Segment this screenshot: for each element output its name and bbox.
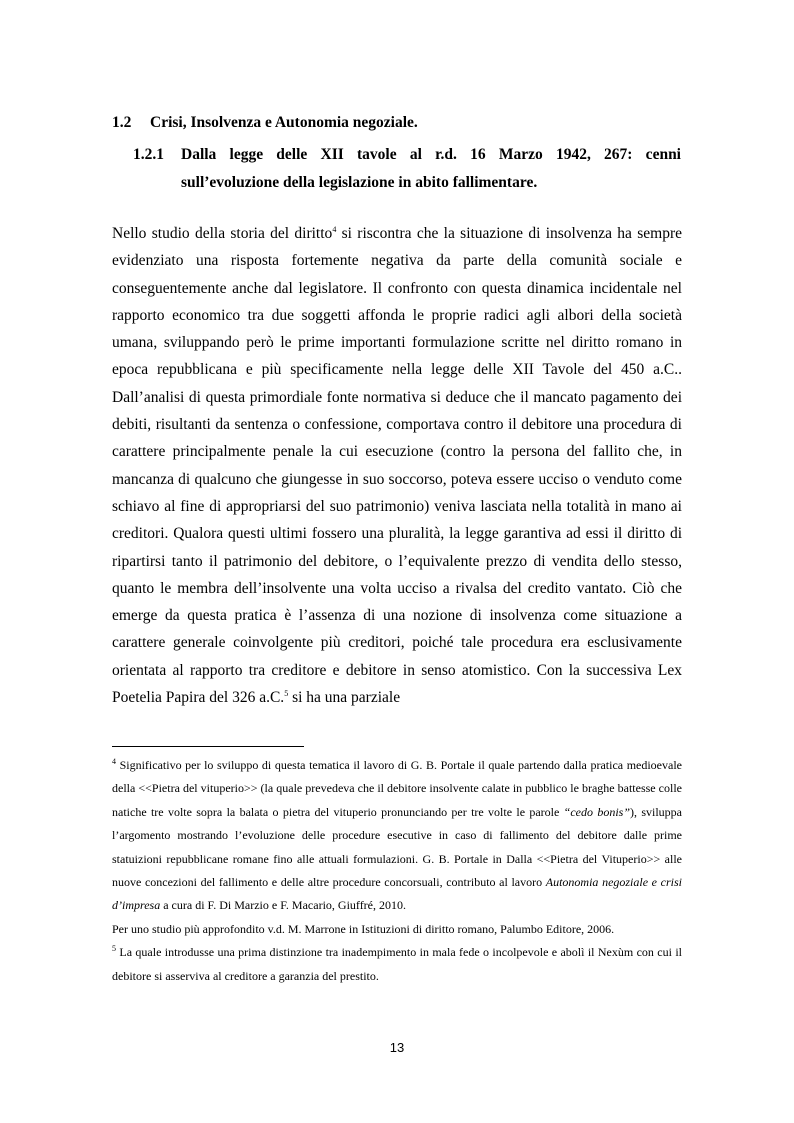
body-text: [112, 220, 682, 711]
footnote-4: [112, 754, 682, 918]
page-number: 13: [389, 1040, 405, 1055]
subsection-title-line1: Dalla legge delle XII tavole al r.d. 16 Marzo 1942, 267: cenni: [181, 146, 681, 163]
section-heading: [112, 114, 418, 132]
footnote-4-italic-title: Autonomia negoziale e crisi d’impresa: [112, 875, 682, 913]
body-paragraph: [112, 220, 682, 711]
footnote-mark-5: 5: [112, 944, 116, 954]
subsection-title-line2: sull’evoluzione della legislazione in abito fallimentare.: [181, 174, 538, 191]
footnote-5: [112, 941, 682, 988]
footnote-5-text: La quale introdusse una prima distinzione tra inadempimento in mala fede o incolpevole e abolì il Nexùm con cui il debitore si asserviva al creditore a garanzia del prestito.: [112, 945, 682, 983]
subsection-number: 1.2.1: [133, 146, 164, 163]
body-text-part2: si riscontra che la situazione di insolvenza ha sempre evidenziato una risposta fortemente negativa da parte della comunità sociale e conseguentemente anche dal legislatore. Il confronto con questa dinamica incidentale nel rapporto economico tra due soggetti affonda le proprie radici agli albori della società umana, sviluppando però le prime importanti formulazione scritte nel diritto romano in epoca repubblicana e più specificamente nella legge delle XII Tavole del 450 a.C.. Dall’analisi di questa primordiale fonte normativa si deduce che il mancato pagamento dei debiti, risultanti da sentenza o confessione, comportava contro il debitore una procedura di carattere principalmente penale la cui esecuzione (contro la persona del fallito che, in mancanza di qualcuno che giungesse in suo soccorso, poteva essere ucciso o venduto come schiavo al fine di appropriarsi del suo patrimonio) veniva lasciata nella totalità in mano ai creditori. Qualora questi ultimi fossero una pluralità, la legge garantiva ad essi il diritto di ripartirsi tanto il patrimonio del debitore, o l’equivalente prezzo di vendita dello stesso, quanto le membra dell’insolvente una volta ucciso a rivalsa del credito vantato. Ciò che emerge da questa pratica è l’assenza di una nozione di insolvenza come situazione a carattere generale coinvolgente più creditori, poiché tale procedura era esclusivamente orientata al rapporto tra creditore e debitore in senso atomistico. Con la successiva Lex Poetelia Papira del 326 a.C.: [112, 225, 682, 707]
footnote-4-part2: ), sviluppa l’argomento mostrando l’evoluzione delle procedure esecutive in caso di fallimento del debitore dalle prime statuizioni repubblicane romane fino alle attuali formulazioni. G. B. Portale in Dalla <<Pietra del Vituperio>> alle nuove concezioni del fallimento e delle altre procedure concorsuali, contributo al lavoro: [112, 804, 682, 890]
footnote-ref-4: 4: [332, 224, 337, 234]
footnote-4-part3: a cura di F. Di Marzio e F. Macario, Giuffré, 2010.: [160, 898, 407, 913]
body-text-part1: Nello studio della storia del diritto: [112, 225, 333, 242]
subsection-heading: [133, 141, 681, 197]
footnote-ref-5: 5: [284, 688, 289, 698]
footnote-4-extra: Per uno studio più approfondito v.d. M. Marrone in Istituzioni di diritto romano, Palumbo Editore, 2006.: [112, 921, 615, 936]
footnotes: [112, 754, 682, 988]
footnote-separator: [112, 746, 304, 747]
footnote-4-part1: Significativo per lo sviluppo di questa tematica il lavoro di G. B. Portale il quale partendo dalla pratica medioevale della <<Pietra del vituperio>> (la quale prevedeva che il debitore insolvente calate in pubblico le braghe battesse colle natiche tre volte sopra la balata o pietra del vituperio pronunciando per tre volte le parole: [112, 758, 682, 819]
body-text-part3: si ha una parziale: [288, 689, 401, 707]
footnote-4-italic-quote: “cedo bonis”: [563, 804, 630, 819]
footnote-mark-4: 4: [112, 757, 116, 766]
section-title: Crisi, Insolvenza e Autonomia negoziale.: [150, 114, 418, 131]
section-number: 1.2: [112, 114, 132, 131]
